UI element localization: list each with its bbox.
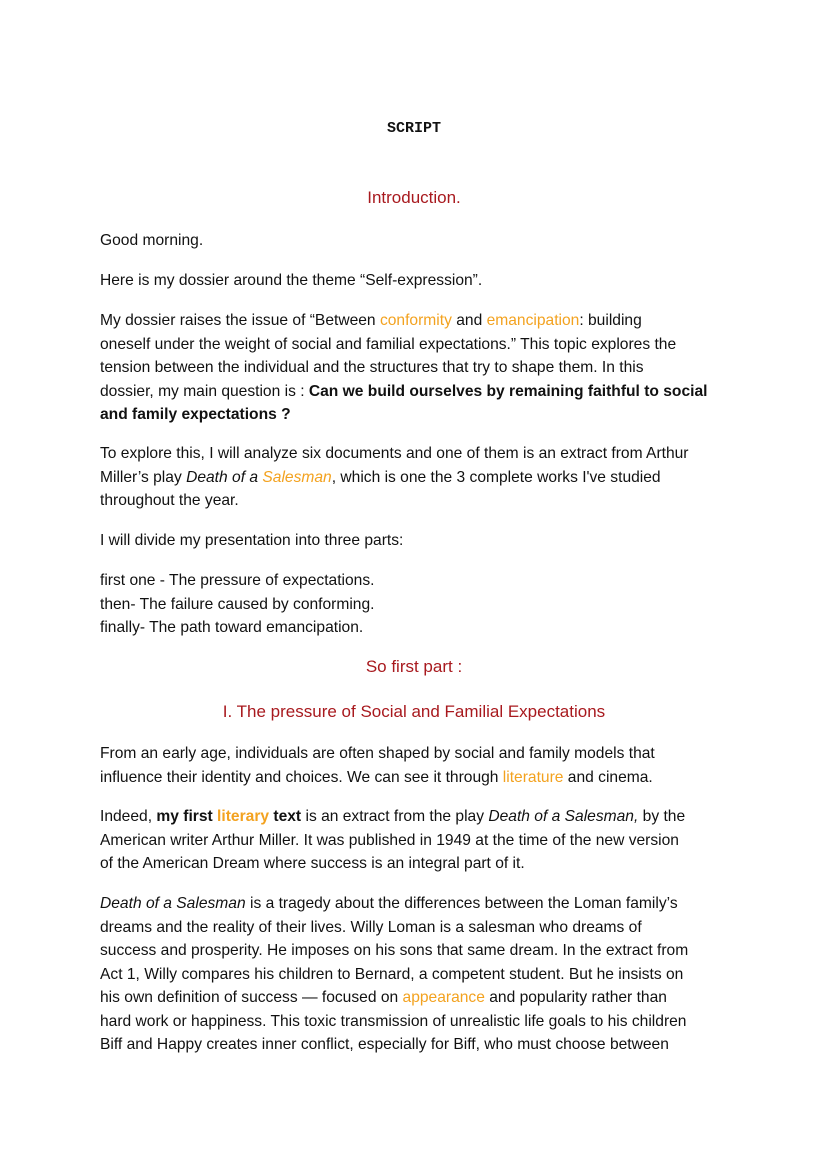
text-segment: My dossier raises the issue of “Between xyxy=(100,312,380,329)
text-segment: I will divide my presentation into three parts: xyxy=(100,532,404,549)
text-line xyxy=(100,766,760,790)
text-segment: Indeed, xyxy=(100,808,157,825)
text-segment: throughout the year. xyxy=(100,492,239,509)
italic-text: Death of a Salesman, xyxy=(488,808,639,825)
bold-text: text xyxy=(269,808,302,825)
text-segment: Miller’s play xyxy=(100,468,187,486)
paragraph-plan-intro xyxy=(100,529,760,553)
text-line xyxy=(100,403,760,427)
text-line xyxy=(100,269,760,293)
paragraph-greeting xyxy=(100,229,760,253)
text-segment: finally- The path toward emancipation. xyxy=(100,619,364,636)
text-line xyxy=(100,892,760,916)
highlighted-term: conformity xyxy=(379,312,452,329)
text-line xyxy=(100,380,760,404)
text-segment: To explore this, I will analyze six documents and one of them is an extract from Arthur xyxy=(100,445,689,462)
text-segment: hard work or happiness. This toxic transmission of unrealistic life goals to his children xyxy=(100,1012,687,1030)
text-segment: of the American Dream where success is an integral part of it. xyxy=(100,855,525,872)
text-segment: first one - The pressure of expectations. xyxy=(100,572,375,589)
text-segment: Act 1, Willy compares his children to Bernard, a competent student. But he insists on xyxy=(100,965,684,983)
text-line xyxy=(100,489,760,513)
text-segment: Here is my dossier around the theme “Self-expression”. xyxy=(100,272,483,289)
text-segment: then- The failure caused by conforming. xyxy=(100,595,375,613)
text-segment: tension between the individual and the structures that try to shape them. In this xyxy=(100,359,644,376)
text-line xyxy=(100,333,760,357)
text-line xyxy=(100,309,760,333)
text-line xyxy=(100,593,760,617)
text-line xyxy=(100,829,760,853)
text-line xyxy=(100,466,760,490)
text-line xyxy=(100,742,760,766)
text-line xyxy=(100,529,760,553)
text-segment: by the xyxy=(638,808,686,825)
bold-text: my first xyxy=(156,808,218,825)
text-segment: Biff and Happy creates inner conflict, especially for Biff, who must choose between xyxy=(100,1036,669,1053)
text-segment: is an extract from the play xyxy=(301,808,489,825)
text-line xyxy=(100,1010,760,1034)
heading-section-1: I. The pressure of Social and Familial Expectations xyxy=(222,702,606,721)
text-segment: Good morning. xyxy=(100,232,204,249)
text-segment: and cinema. xyxy=(563,768,653,786)
text-line xyxy=(100,229,760,253)
text-line xyxy=(100,356,760,380)
italic-text: Death of a xyxy=(186,468,263,486)
highlighted-term: literature xyxy=(502,768,564,786)
text-line xyxy=(100,616,760,640)
paragraph-documents xyxy=(100,442,760,513)
text-segment: success and prosperity. He imposes on his sons that same dream. In the extract from xyxy=(100,942,689,959)
text-line xyxy=(100,569,760,593)
text-line xyxy=(100,805,760,829)
text-line xyxy=(100,963,760,987)
highlighted-term: Salesman xyxy=(262,468,332,486)
paragraph-issue xyxy=(100,309,760,427)
text-segment: , which is one the 3 complete works I've studied xyxy=(331,468,661,486)
text-segment: : building xyxy=(579,312,642,329)
paragraph-first-text xyxy=(100,805,760,876)
text-segment: influence their identity and choices. We can see it through xyxy=(100,768,503,786)
text-segment: is a tragedy about the differences between the Loman family’s xyxy=(245,895,678,912)
text-segment: From an early age, individuals are often shaped by social and family models that xyxy=(100,745,655,762)
text-line xyxy=(100,852,760,876)
italic-text: Death of a Salesman xyxy=(100,895,246,912)
text-segment: dreams and the reality of their lives. Willy Loman is a salesman who dreams of xyxy=(100,918,642,936)
highlighted-term: appearance xyxy=(402,989,485,1006)
text-segment: his own definition of success — focused on xyxy=(100,989,403,1006)
bold-text: and family expectations ? xyxy=(100,406,291,423)
heading-introduction: Introduction. xyxy=(367,188,461,207)
text-line xyxy=(100,939,760,963)
text-line xyxy=(100,916,760,940)
text-line xyxy=(100,1033,760,1057)
text-segment: oneself under the weight of social and familial expectations.” This topic explores the xyxy=(100,335,677,353)
document-title: SCRIPT xyxy=(386,120,441,137)
text-segment: and popularity rather than xyxy=(484,989,667,1006)
paragraph-theme xyxy=(100,269,760,293)
bold-text: Can we build ourselves by remaining faithful to social xyxy=(308,382,708,400)
text-segment: American writer Arthur Miller. It was published in 1949 at the time of the new version xyxy=(100,831,679,849)
text-segment: and xyxy=(451,312,487,329)
text-segment: dossier, my main question is : xyxy=(100,382,309,400)
paragraph-plan-list xyxy=(100,569,760,640)
heading-first-part: So first part : xyxy=(365,657,463,676)
paragraph-early-age xyxy=(100,742,760,789)
text-line xyxy=(100,442,760,466)
highlighted-term: emancipation xyxy=(486,312,580,329)
text-line xyxy=(100,986,760,1010)
highlighted-term: literary xyxy=(217,808,270,825)
paragraph-tragedy xyxy=(100,892,760,1057)
